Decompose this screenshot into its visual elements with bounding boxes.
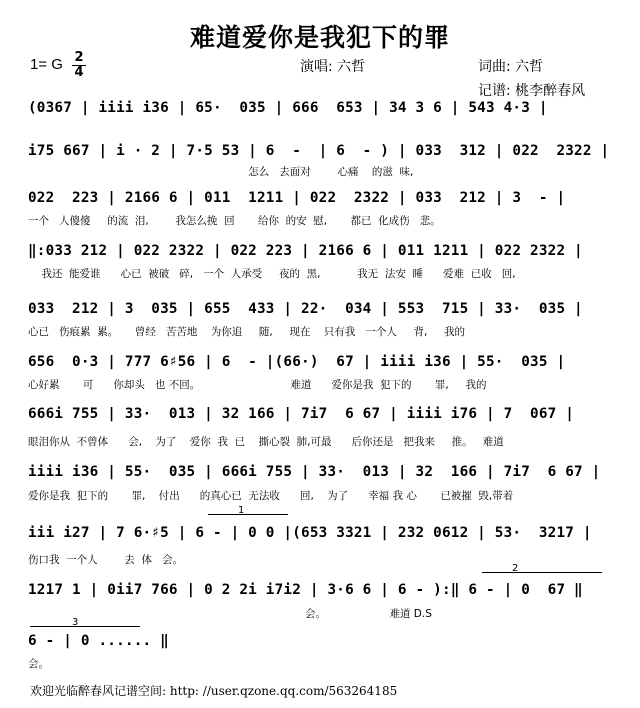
volta-number-3: 3 <box>72 617 79 628</box>
notation-row-10: 1217 1 | 0ii7 766 | 0 2 2i i7i2 | 3·6 6 | 6 - ):‖ 6 - | 0 67 ‖ <box>28 582 583 598</box>
time-signature-bottom: 4 <box>74 65 84 80</box>
song-title: 难道爱你是我犯下的罪 <box>189 23 450 52</box>
singer-credit: 演唱: 六哲 <box>300 59 366 75</box>
notation-row-3: 022 223 | 2166 6 | 011 1211 | 022 2322 | 033 212 | 3 - | <box>28 190 566 206</box>
lyrics-row-8: 爱你是我 犯下的 罪, 付出 的真心已 无法收 回, 为了 幸福 我 心 已被摧 毁,带着 <box>28 490 514 502</box>
notation-row-9: iii i27 | 7 6·♯5 | 6 - | 0 0 |(653 3321 | 232 0612 | 53· 3217 | <box>28 525 592 541</box>
transcriber-credit: 记谱: 桃李醉春风 <box>478 83 586 99</box>
time-signature <box>72 52 86 79</box>
notation-row-2: i75 667 | i · 2 | 7·5 53 | 6 - | 6 - ) | 033 312 | 022 2322 | <box>28 143 610 159</box>
lyrics-row-9: 伤口我 一个人 去 体 会。 <box>28 554 184 566</box>
volta-bracket-2 <box>482 572 602 573</box>
notation-row-1: (0367 | iiii i36 | 65· 035 | 666 653 | 34 3 6 | 543 4·3 | <box>28 100 548 116</box>
lyrics-row-4: 我还 能爱谁 心已 被破 碎, 一个 人承受 夜的 黑, 我无 法安 睡 爱难 已收 回, <box>28 268 516 280</box>
lyrics-row-2: 怎么 去面对 心痛 的滋 味, <box>28 166 414 178</box>
lyrics-row-10: 会。 难道 D.S <box>28 608 432 620</box>
notation-row-11: 6 - | 0 ...... ‖ <box>28 633 169 649</box>
notation-row-6: 656 0·3 | 777 6♯56 | 6 - |(66·) 67 | iiii i36 | 55· 035 | <box>28 354 566 370</box>
volta-number-1: 1 <box>238 505 245 516</box>
key-signature: 1= G <box>30 56 63 73</box>
lyrics-row-11: 会。 <box>28 658 49 670</box>
notation-row-8: iiii i36 | 55· 035 | 666i 755 | 33· 013 | 32 166 | 7i7 6 67 | <box>28 464 601 480</box>
lyrics-row-5: 心已 伤痕累 累。 曾经 苦苦地 为你追 随, 现在 只有我 一个人 背, 我的 <box>28 326 466 338</box>
notation-row-7: 666i 755 | 33· 013 | 32 166 | 7i7 6 67 | iiii i76 | 7 067 | <box>28 406 575 422</box>
volta-bracket-1 <box>208 514 288 515</box>
time-signature-top: 2 <box>74 50 84 65</box>
lyrics-row-3: 一个 人傻傻 的流 泪, 我怎么挽 回 给你 的安 慰, 都已 化成伤 悲。 <box>28 215 441 227</box>
composer-credit: 词曲: 六哲 <box>478 59 544 75</box>
volta-bracket-3 <box>30 626 140 627</box>
lyrics-row-7: 眼泪你从 不曾体 会, 为了 爱你 我 已 撕心裂 肺,可最 后你还是 把我来 推。 难道 <box>28 436 504 448</box>
volta-number-2: 2 <box>512 563 519 574</box>
lyrics-row-6: 心好累 可 你却头 也 不回。 难道 爱你是我 犯下的 罪, 我的 <box>28 379 487 391</box>
notation-row-5: 033 212 | 3 035 | 655 433 | 22· 034 | 553 715 | 33· 035 | <box>28 301 583 317</box>
notation-row-4: ‖:033 212 | 022 2322 | 022 223 | 2166 6 | 011 1211 | 022 2322 | <box>28 243 583 259</box>
footer-link-text: 欢迎光临醉春风记谱空间: http: //user.qzone.qq.com/563264185 <box>30 684 398 698</box>
